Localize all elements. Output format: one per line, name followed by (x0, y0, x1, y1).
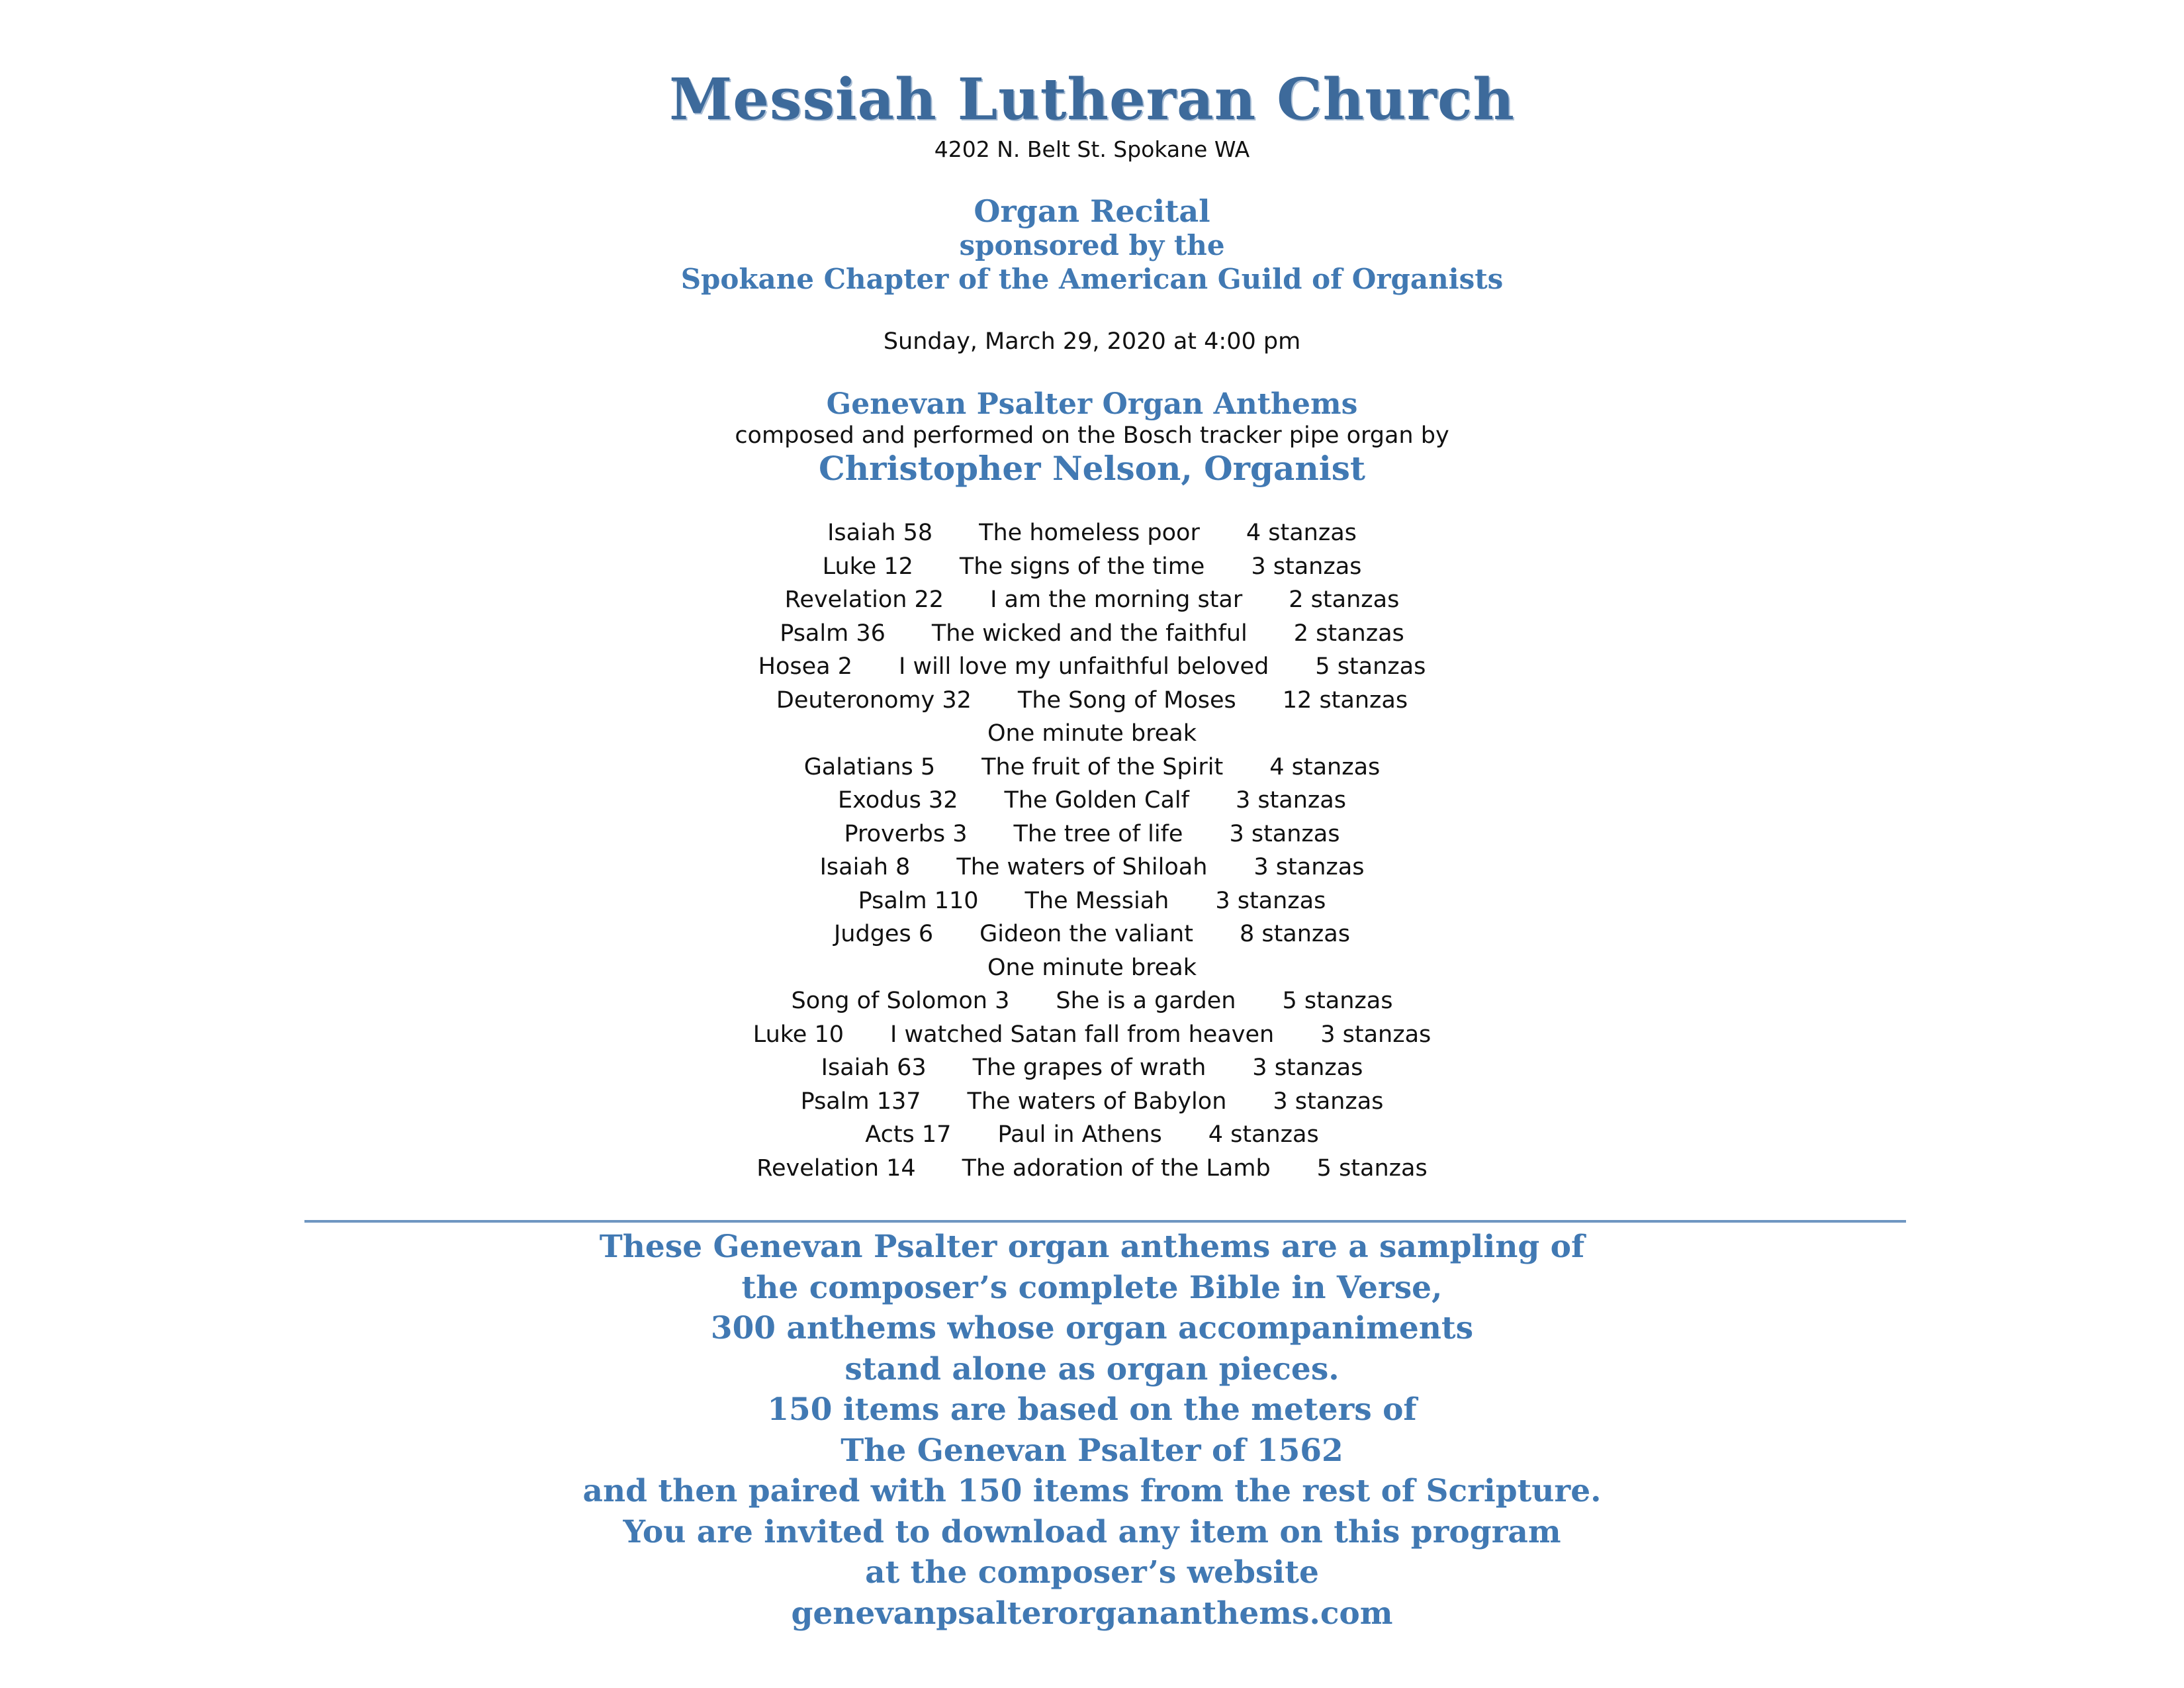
stanza-count: 4 stanzas (1208, 1121, 1319, 1148)
anthem-title: The homeless poor (979, 520, 1200, 546)
program-title: Genevan Psalter Organ Anthems (826, 387, 1358, 421)
stanza-count: 3 stanzas (1253, 854, 1365, 880)
stanza-count: 3 stanzas (1251, 553, 1362, 580)
anthem-title: The waters of Babylon (967, 1088, 1227, 1115)
performer-name: Christopher Nelson, Organist (819, 449, 1365, 488)
scripture-reference: Proverbs 3 (844, 820, 968, 847)
stanza-count: 2 stanzas (1293, 620, 1404, 647)
scripture-reference: Hosea 2 (758, 653, 852, 680)
anthem-title: I am the morning star (990, 586, 1243, 613)
note-line: the composer’s complete Bible in Verse, (741, 1269, 1443, 1306)
scripture-reference: Psalm 36 (780, 620, 886, 647)
stanza-count: 3 stanzas (1273, 1088, 1384, 1115)
anthem-title: She is a garden (1056, 988, 1236, 1014)
anthem-title: The adoration of the Lamb (962, 1154, 1271, 1182)
program-item (0, 617, 2184, 651)
note-line: stand alone as organ pieces. (844, 1350, 1340, 1387)
stanza-count: 3 stanzas (1235, 787, 1346, 814)
scripture-reference: Deuteronomy 32 (776, 686, 972, 714)
note-line: at the composer’s website (865, 1554, 1319, 1591)
scripture-reference: Galatians 5 (803, 753, 936, 780)
composed-line: composed and performed on the Bosch tracker pipe organ by (735, 422, 1449, 449)
church-address: 4202 N. Belt St. Spokane WA (934, 136, 1250, 162)
anthem-title: The grapes of wrath (972, 1055, 1206, 1081)
note-line: You are invited to download any item on this program (623, 1513, 1561, 1550)
stanza-count: 2 stanzas (1289, 586, 1400, 613)
scripture-reference: Revelation 14 (756, 1154, 916, 1182)
program-item (0, 583, 2184, 617)
sponsor-line: sponsored by the (959, 229, 1225, 261)
note-line: and then paired with 150 items from the rest of Scripture. (582, 1473, 1602, 1509)
program-item (0, 917, 2184, 951)
anthem-title: The wicked and the faithful (931, 620, 1248, 647)
program-item (0, 516, 2184, 550)
anthem-title: The fruit of the Spirit (981, 753, 1224, 780)
scripture-reference: Exodus 32 (838, 787, 958, 814)
program-item (0, 684, 2184, 718)
program-item (0, 1085, 2184, 1119)
stanza-count: 12 stanzas (1282, 686, 1408, 714)
program-item (0, 1018, 2184, 1052)
event-date-time: Sunday, March 29, 2020 at 4:00 pm (883, 328, 1301, 355)
anthem-title: The signs of the time (959, 553, 1205, 580)
scripture-reference: Isaiah 58 (827, 520, 933, 546)
anthem-title: The waters of Shiloah (956, 854, 1208, 880)
stanza-count: 5 stanzas (1282, 988, 1393, 1014)
program-item (0, 650, 2184, 684)
scripture-reference: Psalm 110 (858, 887, 979, 914)
sponsor-organization: Spokane Chapter of the American Guild of Organists (680, 263, 1504, 295)
note-line: The Genevan Psalter of 1562 (841, 1432, 1343, 1469)
scripture-reference: Isaiah 8 (819, 854, 911, 880)
program-item (0, 784, 2184, 818)
program-break (0, 951, 2184, 985)
program-item (0, 1152, 2184, 1186)
scripture-reference: Isaiah 63 (821, 1055, 927, 1081)
program-item (0, 550, 2184, 584)
stanza-count: 3 stanzas (1215, 887, 1326, 914)
scripture-reference: Luke 12 (822, 553, 913, 580)
website-address: genevanpsalterorgananthems.com (791, 1595, 1393, 1632)
program-break (0, 717, 2184, 751)
anthem-title: The Messiah (1024, 887, 1169, 914)
scripture-reference: Psalm 137 (800, 1088, 921, 1115)
scripture-reference: Acts 17 (865, 1121, 952, 1148)
stanza-count: 5 stanzas (1315, 653, 1426, 680)
program-list (0, 516, 2184, 1185)
church-name: Messiah Lutheran Church (669, 66, 1515, 133)
program-item (0, 851, 2184, 884)
program-item (0, 884, 2184, 918)
stanza-count: 3 stanzas (1252, 1055, 1363, 1081)
anthem-title: I will love my unfaithful beloved (899, 653, 1269, 680)
note-line: 150 items are based on the meters of (767, 1391, 1417, 1428)
stanza-count: 4 stanzas (1246, 520, 1357, 546)
anthem-title: I watched Satan fall from heaven (890, 1021, 1275, 1048)
event-title: Organ Recital (974, 193, 1210, 229)
program-item (0, 818, 2184, 851)
note-line: These Genevan Psalter organ anthems are a sampling of (599, 1229, 1585, 1265)
stanza-count: 3 stanzas (1229, 820, 1340, 847)
scripture-reference: Luke 10 (752, 1021, 844, 1048)
program-item (0, 1051, 2184, 1085)
break-label: One minute break (987, 720, 1197, 747)
break-label: One minute break (987, 954, 1197, 981)
stanza-count: 8 stanzas (1239, 921, 1350, 947)
scripture-reference: Revelation 22 (784, 586, 944, 613)
scripture-reference: Judges 6 (833, 921, 934, 947)
anthem-title: Paul in Athens (997, 1121, 1162, 1148)
program-item (0, 1118, 2184, 1152)
scripture-reference: Song of Solomon 3 (791, 988, 1010, 1014)
anthem-title: The Song of Moses (1017, 686, 1236, 714)
closing-notes (0, 1227, 2184, 1634)
note-line: 300 anthems whose organ accompaniments (710, 1310, 1474, 1346)
section-divider (304, 1220, 1906, 1223)
anthem-title: The tree of life (1013, 820, 1183, 847)
program-item (0, 984, 2184, 1018)
stanza-count: 3 stanzas (1320, 1021, 1432, 1048)
anthem-title: The Golden Calf (1004, 787, 1189, 814)
program-item (0, 751, 2184, 784)
anthem-title: Gideon the valiant (979, 921, 1193, 947)
stanza-count: 4 stanzas (1269, 753, 1381, 780)
stanza-count: 5 stanzas (1316, 1154, 1428, 1182)
